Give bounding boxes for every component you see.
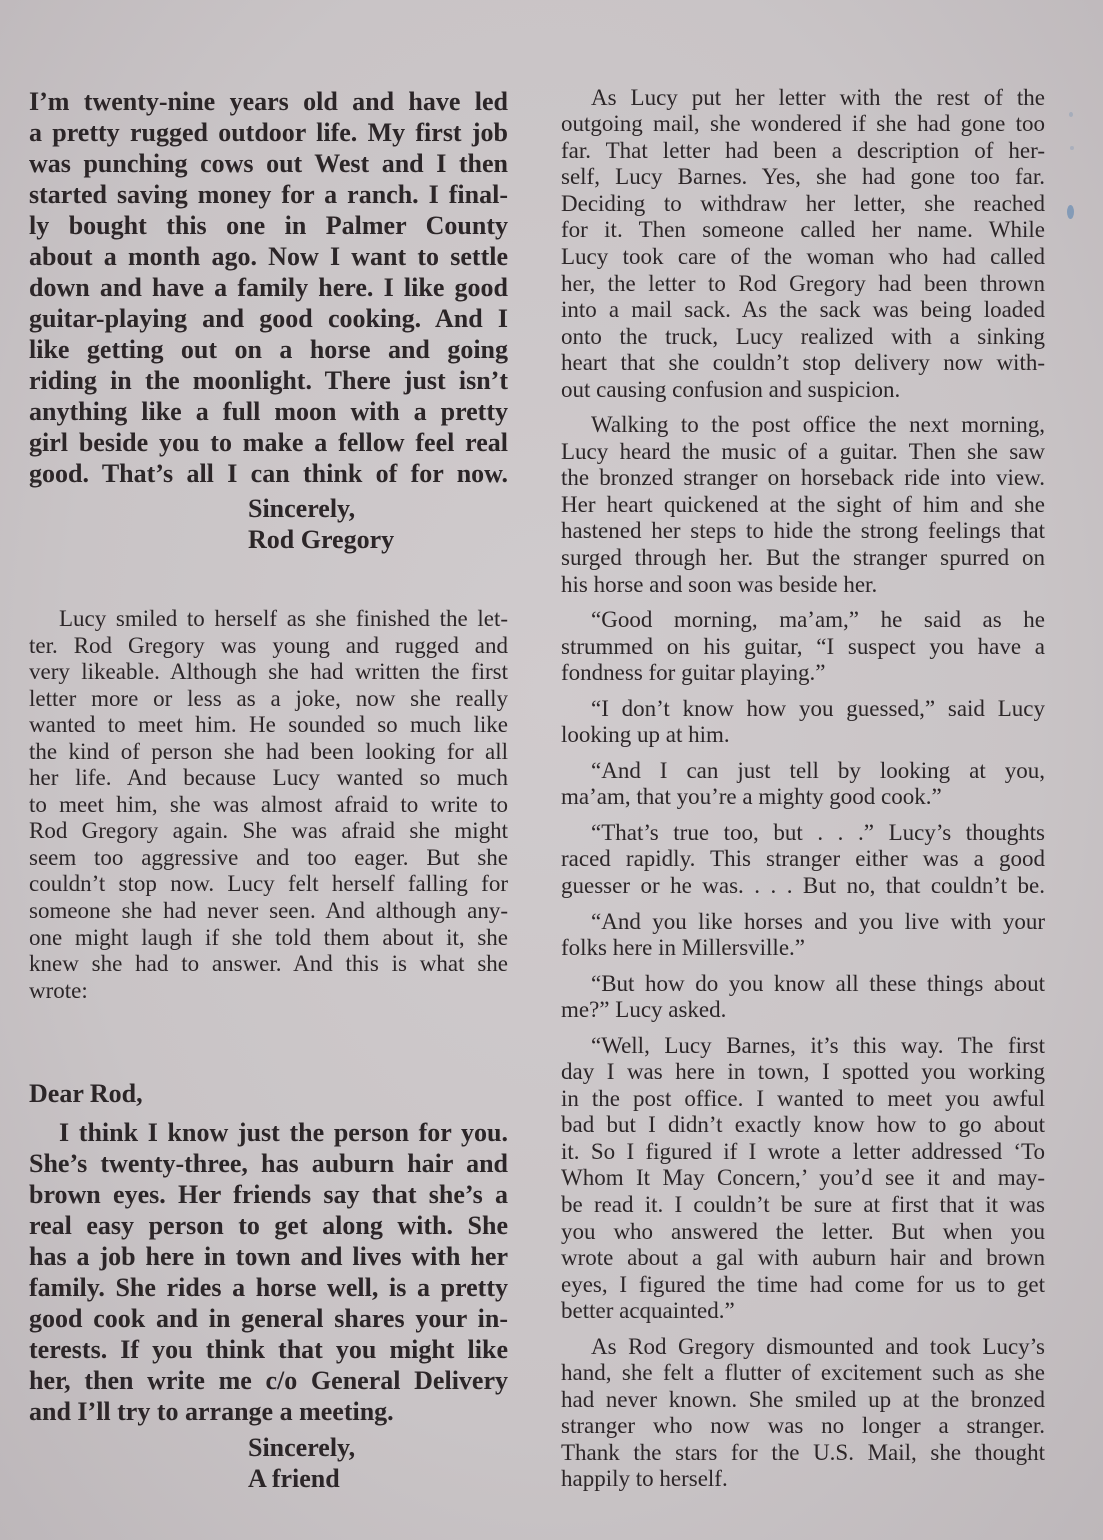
- text-line: her, the letter to Rod Gregory had been thrown: [561, 270, 1045, 296]
- ink-speck: [1067, 205, 1074, 219]
- text-line: stranger who now was no longer a stranger.: [561, 1413, 1045, 1439]
- text-line: hand, she felt a flutter of excitement such as she: [561, 1360, 1045, 1386]
- text-line: “But how do you know all these things about: [591, 970, 1045, 996]
- text-line: good. That’s all I can think of for now.: [29, 459, 508, 488]
- letter-salutation: Dear Rod,: [29, 1079, 143, 1108]
- text-line: surged through her. But the stranger spurred on: [561, 544, 1045, 570]
- text-line: As Rod Gregory dismounted and took Lucy’s: [591, 1333, 1045, 1359]
- text-line: girl beside you to make a fellow feel real: [29, 428, 508, 457]
- story-paragraph: [561, 607, 1045, 687]
- story-paragraph: [561, 696, 1045, 749]
- rod-letter-body: [29, 86, 508, 489]
- story-paragraph: [561, 85, 1045, 404]
- text-line: had never known. She smiled up at the bronzed: [561, 1386, 1045, 1412]
- text-line: eyes, I figured the time had come for us to get: [561, 1271, 1045, 1297]
- text-line: “That’s true too, but . . .” Lucy’s thoughts: [591, 819, 1045, 845]
- text-line: guitar-playing and good cooking. And I: [29, 304, 508, 333]
- text-line: like getting out on a horse and going: [29, 335, 508, 364]
- text-line: her life. And because Lucy wanted so much: [29, 765, 508, 791]
- text-line: started saving money for a ranch. I final-: [29, 180, 508, 209]
- text-line: onto the truck, Lucy realized with a sinking: [561, 323, 1045, 349]
- text-line: day I was here in town, I spotted you working: [561, 1059, 1045, 1085]
- text-line: the kind of person she had been looking for all: [29, 738, 508, 764]
- text-line: “Good morning, ma’am,” he said as he: [591, 607, 1045, 633]
- text-line: ly bought this one in Palmer County: [29, 211, 508, 240]
- ink-speck: [1069, 112, 1073, 117]
- ink-speck: [1070, 146, 1074, 150]
- text-line: someone she had never seen. And although any-: [29, 898, 508, 924]
- text-line: wrote:: [29, 977, 88, 1003]
- text-line: her, then write me c/o General Delivery: [29, 1365, 508, 1395]
- text-line: heart that she couldn’t stop delivery now with-: [561, 350, 1045, 376]
- text-line: “And you like horses and you live with your: [591, 908, 1045, 934]
- text-line: seem too aggressive and too eager. But she: [29, 844, 508, 870]
- story-paragraph: [561, 1334, 1045, 1493]
- text-line: into a mail sack. As the sack was being loaded: [561, 297, 1045, 323]
- text-line: Rod Gregory again. She was afraid she might: [29, 818, 508, 844]
- text-line: it. So I figured if I wrote a letter addressed ‘To: [561, 1138, 1045, 1164]
- text-line: about a month ago. Now I want to settle: [29, 242, 508, 271]
- text-line: you who answered the letter. But when you: [561, 1218, 1045, 1244]
- text-line: letter more or less as a joke, now she really: [29, 685, 508, 711]
- closing-text: Sincerely,: [248, 1432, 356, 1462]
- story-paragraph: [561, 909, 1045, 962]
- text-line: strummed on his guitar, “I suspect you have a: [561, 633, 1045, 659]
- text-line: be read it. I couldn’t be sure at first that it was: [561, 1192, 1045, 1218]
- text-line: I think I know just the person for you.: [59, 1117, 508, 1147]
- text-line: very likeable. Although she had written the first: [29, 659, 508, 685]
- text-line: ma’am, that you’re a mighty good cook.”: [561, 784, 942, 810]
- text-line: and I’ll try to arrange a meeting.: [29, 1396, 394, 1426]
- text-line: “Well, Lucy Barnes, it’s this way. The first: [591, 1032, 1045, 1058]
- text-line: ter. Rod Gregory was young and rugged and: [29, 632, 508, 658]
- text-line: bad but I didn’t exactly know how to go about: [561, 1112, 1045, 1138]
- text-line: Deciding to withdraw her letter, she reached: [561, 190, 1045, 216]
- text-line: real easy person to get along with. She: [29, 1210, 508, 1240]
- text-line: has a job here in town and lives with her: [29, 1241, 508, 1271]
- text-line: better acquainted.”: [561, 1298, 735, 1324]
- story-paragraph: [561, 971, 1045, 1024]
- text-line: Lucy took care of the woman who had called: [561, 243, 1045, 269]
- text-line: wrote about a gal with auburn hair and brown: [561, 1245, 1045, 1271]
- lucy-letter-closing: [248, 1432, 355, 1494]
- text-line: I’m twenty-nine years old and have led: [29, 87, 508, 116]
- text-line: the bronzed stranger on horseback ride into view.: [561, 465, 1045, 491]
- text-line: in the post office. I wanted to meet you awful: [561, 1085, 1045, 1111]
- text-line: Her heart quickened at the sight of him and she: [561, 491, 1045, 517]
- text-line: far. That letter had been a description of her-: [561, 137, 1045, 163]
- text-line: fondness for guitar playing.”: [561, 660, 826, 686]
- right-column: [561, 85, 1045, 1502]
- text-line: guesser or he was. . . . But no, that couldn’t be.: [561, 873, 1045, 898]
- text-line: Whom It May Concern,’ you’d see it and may-: [561, 1165, 1045, 1191]
- text-line: his horse and soon was beside her.: [561, 571, 878, 597]
- closing-text: Sincerely,: [248, 494, 356, 523]
- text-line: As Lucy put her letter with the rest of the: [591, 84, 1045, 110]
- text-line: “I don’t know how you guessed,” said Lucy: [591, 695, 1045, 721]
- text-line: good cook and in general shares your in-: [29, 1303, 508, 1333]
- signature: A friend: [248, 1463, 340, 1493]
- text-line: brown eyes. Her friends say that she’s a: [29, 1179, 508, 1209]
- rod-letter-closing: [248, 493, 394, 555]
- text-line: She’s twenty-three, has auburn hair and: [29, 1148, 508, 1178]
- text-line: Walking to the post office the next morning,: [591, 412, 1045, 438]
- text-line: one might laugh if she told them about it, she: [29, 924, 508, 950]
- signature: Rod Gregory: [248, 525, 395, 554]
- text-line: hastened her steps to hide the strong feelings that: [561, 518, 1045, 544]
- story-paragraph: [561, 412, 1045, 598]
- text-line: looking up at him.: [561, 722, 730, 748]
- text-line: raced rapidly. This stranger either was a good: [561, 846, 1045, 872]
- story-paragraph: [561, 820, 1045, 900]
- text-line: Lucy heard the music of a guitar. Then she saw: [561, 438, 1045, 464]
- text-line: Lucy smiled to herself as she finished the let-: [59, 606, 508, 631]
- text-line: outgoing mail, she wondered if she had gone too: [561, 111, 1045, 137]
- text-line: down and have a family here. I like good: [29, 273, 508, 302]
- text-line: to meet him, she was almost afraid to write to: [29, 791, 508, 817]
- text-line: self, Lucy Barnes. Yes, she had gone too far.: [561, 164, 1045, 190]
- text-line: was punching cows out West and I then: [29, 149, 508, 178]
- text-line: riding in the moonlight. There just isn’t: [29, 366, 508, 395]
- text-line: “And I can just tell by looking at you,: [591, 757, 1045, 783]
- lucy-letter-body: [29, 1117, 508, 1427]
- narration-paragraph: [29, 606, 508, 1004]
- text-line: folks here in Millersville.”: [561, 935, 805, 961]
- text-line: terests. If you think that you might like: [29, 1334, 508, 1364]
- text-line: Thank the stars for the U.S. Mail, she thought: [561, 1439, 1045, 1465]
- story-paragraph: [561, 758, 1045, 811]
- text-line: knew she had to answer. And this is what she: [29, 951, 508, 977]
- text-line: happily to herself.: [561, 1466, 728, 1492]
- text-line: couldn’t stop now. Lucy felt herself falling for: [29, 871, 508, 897]
- text-line: for it. Then someone called her name. While: [561, 217, 1045, 243]
- story-paragraph: [561, 1033, 1045, 1325]
- text-line: anything like a full moon with a pretty: [29, 397, 508, 426]
- text-line: out causing confusion and suspicion.: [561, 376, 901, 402]
- text-line: a pretty rugged outdoor life. My first job: [29, 118, 508, 147]
- text-line: wanted to meet him. He sounded so much like: [29, 712, 508, 738]
- text-line: family. She rides a horse well, is a pretty: [29, 1272, 508, 1302]
- text-line: me?” Lucy asked.: [561, 997, 727, 1023]
